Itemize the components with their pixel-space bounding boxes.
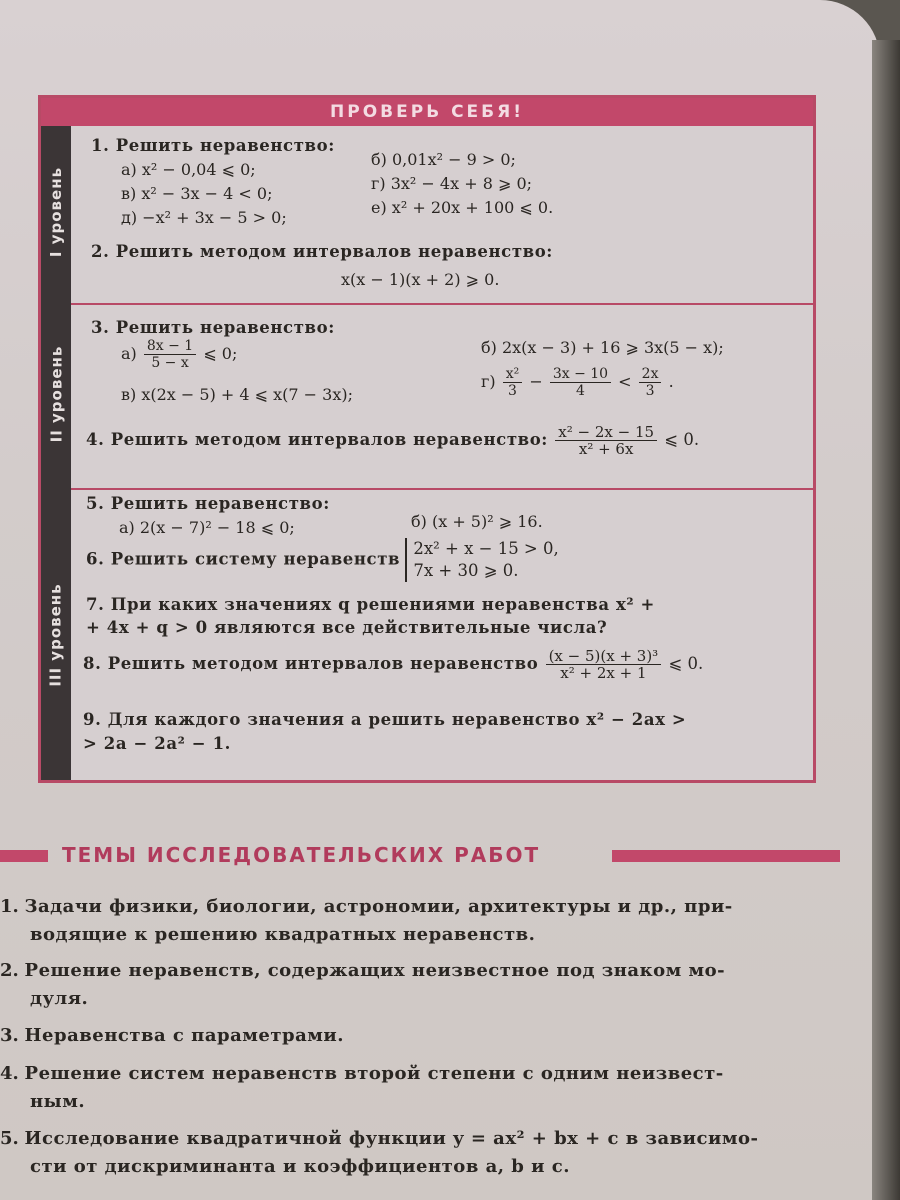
task-5-item-a: а) 2(x − 7)² − 18 ⩽ 0; [119,518,295,537]
denominator: 3 [645,383,655,399]
topic-line-1: Решение неравенств, содержащих неизвестное под знаком мо- [24,960,726,981]
inequality-system [405,538,558,582]
level-2-tab [41,304,71,484]
task-2-expression: x(x − 1)(x + 2) ⩾ 0. [341,270,500,289]
task-1-item-e: д) −x² + 3x − 5 > 0; [121,208,287,227]
task-7-line-2: + 4x + q > 0 являются все действительные числа? [86,618,608,637]
task-3-title: 3. Решить неравенство: [91,318,335,337]
task-3-d-label: г) [481,372,496,391]
task-1-title: 1. Решить неравенство: [91,136,335,155]
level-1-label: I уровень [47,166,66,258]
topic-number: 5. [0,1128,19,1149]
level-2-label: II уровень [47,345,65,443]
topic-line-1: Исследование квадратичной функции y = ax² + bx + c в зависимо- [24,1128,759,1149]
task-8 [83,648,703,681]
numerator: (x − 5)(x + 3)³ [546,648,662,665]
topic-item [0,893,860,949]
topic-item [0,1022,860,1050]
heading-bar-right [612,850,840,862]
task-3-d-tail: . [668,372,674,391]
level-3-label: III уровень [47,583,65,687]
check-yourself-box [38,95,816,783]
topic-line-1: Неравенства с параметрами. [24,1025,344,1046]
task-9-line-1: 9. Для каждого значения a решить неравенство x² − 2ax > [83,710,687,729]
section-divider [71,488,813,490]
fraction [546,648,662,681]
topic-number: 4. [0,1063,19,1084]
task-3-a-label: а) [121,344,137,363]
task-1-item-b: б) 0,01x² − 9 > 0; [371,150,516,169]
task-1-item-c: в) x² − 3x − 4 < 0; [121,184,273,203]
minus-sign: − [529,372,543,391]
topic-line-1: Решение систем неравенств второй степени с одним неизвест- [24,1063,724,1084]
denominator: x² + 6x [578,440,634,458]
check-yourself-header: ПРОВЕРЬ СЕБЯ! [41,98,813,126]
task-4-title: 4. Решить методом интервалов неравенство: [86,430,549,449]
book-page-edge [872,40,900,1200]
topic-number: 2. [0,960,19,981]
task-6 [86,538,559,582]
topic-number: 3. [0,1025,19,1046]
task-3-item-c: в) x(2x − 5) + 4 ⩽ x(7 − 3x); [121,385,353,404]
task-7-line-1: 7. При каких значениях q решениями неравенства x² + [86,595,655,614]
numerator: x² − 2x − 15 [555,424,657,441]
denominator: 4 [575,383,585,399]
topic-line-2: водящие к решению квадратных неравенств. [30,924,536,945]
denominator: 5 − x [151,355,189,371]
task-8-title: 8. Решить методом интервалов неравенство [83,654,539,673]
topic-line-2: сти от дискриминанта и коэффициентов a, b и c. [30,1156,570,1177]
task-3-item-b: б) 2x(x − 3) + 16 ⩾ 3x(5 − x); [481,338,724,357]
level-1-tab [41,126,71,298]
numerator: 2x [639,366,662,383]
heading-bar-left [0,850,48,862]
levels-column [41,126,71,780]
fraction [555,424,657,457]
numerator: 3x − 10 [550,366,611,383]
task-1-item-f: е) x² + 20x + 100 ⩽ 0. [371,198,554,217]
task-1-item-d: г) 3x² − 4x + 8 ⩾ 0; [371,174,533,193]
task-4 [86,424,699,457]
section-divider [71,303,813,305]
topic-line-2: дуля. [30,988,89,1009]
system-line-1: 2x² + x − 15 > 0, [413,539,559,558]
task-9-line-2: > 2a − 2a² − 1. [83,734,231,753]
fraction [639,366,662,399]
topics-title: ТЕМЫ ИССЛЕДОВАТЕЛЬСКИХ РАБОТ [62,843,541,867]
level-3-tab [41,490,71,780]
topic-number: 1. [0,896,19,917]
task-3-item-a [121,338,237,371]
fraction [503,366,523,399]
fraction [144,338,196,371]
numerator: x² [503,366,523,383]
task-8-tail: ⩽ 0. [668,654,704,673]
fraction [550,366,611,399]
task-4-tail: ⩽ 0. [664,430,700,449]
less-than-sign: < [618,372,632,391]
denominator: x² + 2x + 1 [560,664,647,682]
task-2-title: 2. Решить методом интервалов неравенство: [91,242,554,261]
task-1-item-a: а) x² − 0,04 ⩽ 0; [121,160,256,179]
topic-line-2: ным. [30,1091,86,1112]
topic-line-1: Задачи физики, биологии, астрономии, архитектуры и др., при- [24,896,733,917]
task-5-item-b: б) (x + 5)² ⩾ 16. [411,512,543,531]
task-5-title: 5. Решить неравенство: [86,494,330,513]
topic-item [0,1125,860,1181]
topic-item [0,1060,860,1116]
denominator: 3 [508,383,517,399]
task-6-title: 6. Решить систему неравенств [86,549,401,569]
numerator: 8x − 1 [144,338,196,355]
topic-item [0,957,860,1013]
system-line-2: 7x + 30 ⩾ 0. [413,561,519,580]
task-3-a-tail: ⩽ 0; [203,344,238,363]
task-3-item-d [481,366,674,399]
